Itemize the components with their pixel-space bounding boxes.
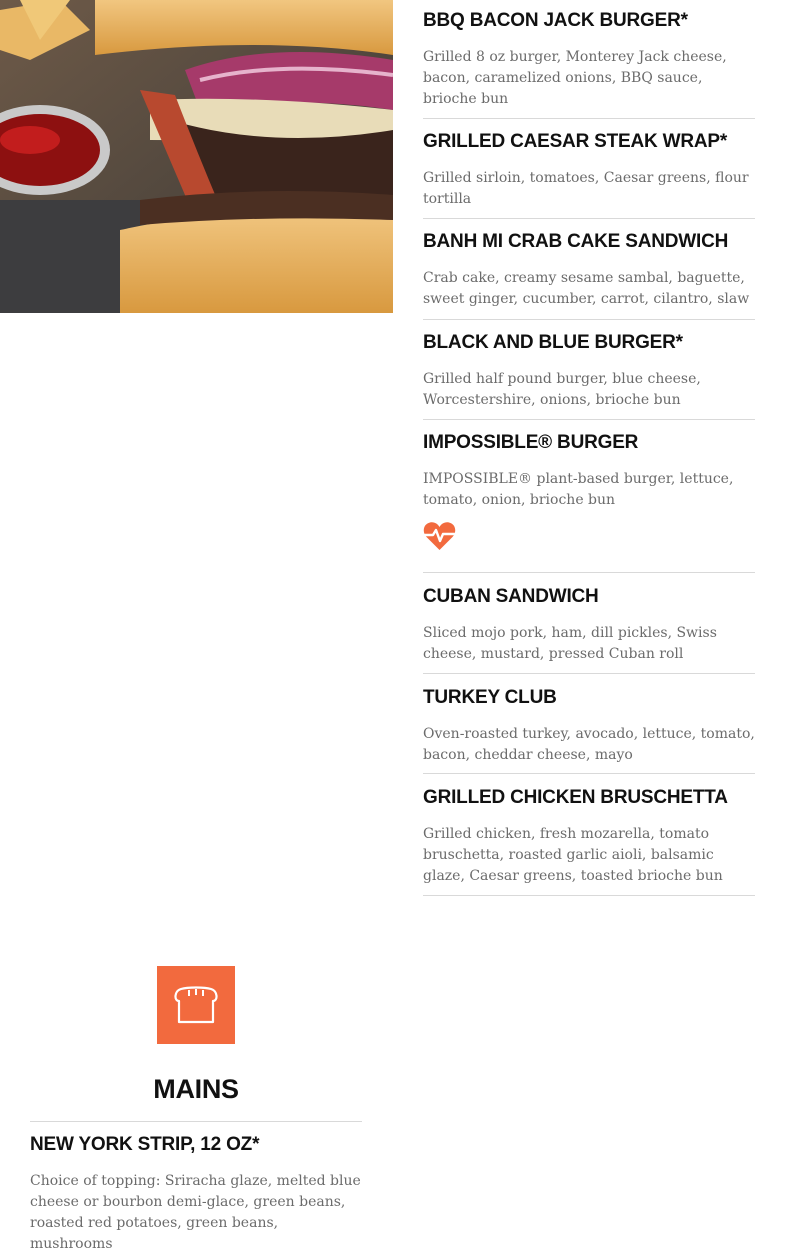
menu-item-description: Oven-roasted turkey, avocado, lettuce, tomato, bacon, cheddar cheese, mayo — [423, 726, 755, 763]
heart-pulse-icon — [423, 521, 456, 551]
menu-item-description: Grilled 8 oz burger, Monterey Jack cheese, bacon, caramelized onions, BBQ sauce, brioche bun — [423, 49, 727, 107]
mains-section-title: MAINS — [153, 1074, 239, 1104]
menu-item-description: Grilled sirloin, tomatoes, Caesar greens, flour tortilla — [423, 170, 749, 207]
menu-item-title: CUBAN SANDWICH — [423, 586, 599, 607]
menu-item-description: Grilled half pound burger, blue cheese, Worcestershire, onions, brioche bun — [423, 371, 701, 408]
burger-photo — [0, 0, 393, 313]
menu-item-title: BANH MI CRAB CAKE SANDWICH — [423, 231, 729, 252]
bread-loaf-icon — [157, 966, 235, 1044]
menu-item-title: BLACK AND BLUE BURGER* — [423, 332, 683, 353]
menu-item-title: GRILLED CHICKEN BRUSCHETTA — [423, 787, 728, 808]
menu-item-description: Sliced mojo pork, ham, dill pickles, Swiss cheese, mustard, pressed Cuban roll — [423, 625, 717, 662]
menu-item-description: Choice of topping: Sriracha glaze, melted blue cheese or bourbon demi-glace, green beans, roasted red potatoes, green beans, mushrooms — [30, 1173, 361, 1252]
menu-item-title: NEW YORK STRIP, 12 OZ* — [30, 1134, 260, 1155]
menu-item-title: GRILLED CAESAR STEAK WRAP* — [423, 131, 728, 152]
menu-item-description: IMPOSSIBLE® plant-based burger, lettuce, tomato, onion, brioche bun — [423, 471, 734, 508]
menu-item — [423, 420, 755, 573]
menu-item-description: Grilled chicken, fresh mozarella, tomato bruschetta, roasted garlic aioli, balsamic glaze, Caesar greens, toasted brioche bun — [423, 826, 723, 884]
menu-item-description: Crab cake, creamy sesame sambal, baguette, sweet ginger, cucumber, carrot, cilantro, slaw — [423, 270, 750, 307]
menu-item — [423, 774, 755, 896]
menu-item — [423, 674, 755, 774]
menu-item — [423, 320, 755, 420]
menu-item — [423, 0, 755, 119]
menu-item — [30, 1134, 362, 1255]
menu-item — [423, 219, 755, 320]
menu-item-title: BBQ BACON JACK BURGER* — [423, 10, 688, 31]
menu-item — [423, 119, 755, 219]
sandwich-menu-list — [423, 0, 755, 896]
menu-item-title: TURKEY CLUB — [423, 687, 557, 708]
divider — [30, 1121, 362, 1122]
menu-item-title: IMPOSSIBLE® BURGER — [423, 432, 639, 453]
menu-item — [423, 573, 755, 674]
